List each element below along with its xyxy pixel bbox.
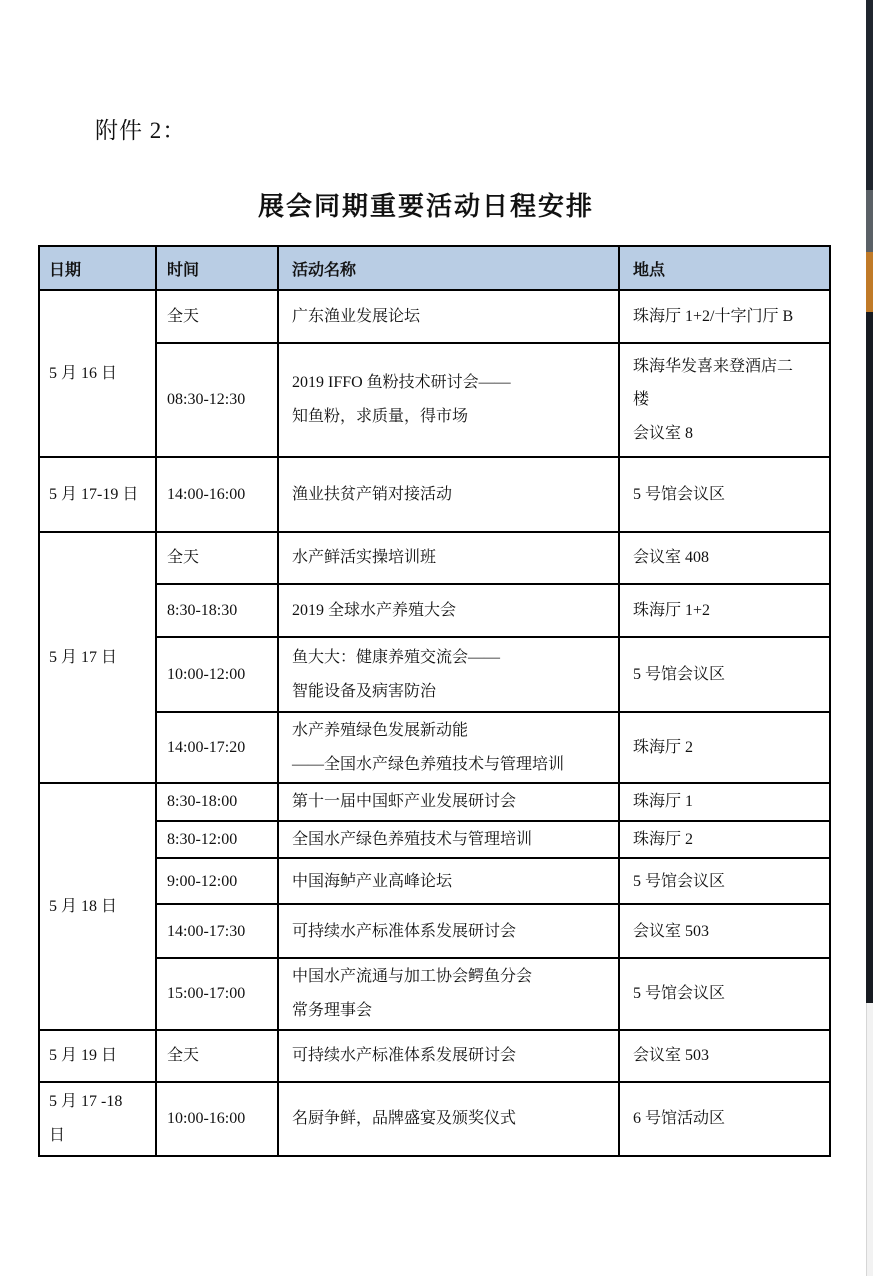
- cell-text-line: 全天: [167, 1046, 200, 1064]
- cell-text-line: 智能设备及病害防治: [292, 682, 437, 700]
- date-cell: [39, 1082, 156, 1156]
- column-header-activity: 活动名称: [278, 246, 619, 290]
- activity-cell: [278, 821, 619, 859]
- time-cell: [156, 1082, 278, 1156]
- cell-text-line: 常务理事会: [292, 1001, 373, 1019]
- time-cell: [156, 858, 278, 904]
- cell-text-line: 中国水产流通与加工协会鳄鱼分会: [292, 968, 533, 986]
- location-cell: [619, 904, 830, 958]
- cell-text-line: 5 月 17-19 日: [49, 485, 139, 503]
- cell-text-line: 珠海厅 1: [633, 793, 694, 811]
- table-row: [39, 637, 830, 712]
- table-row: [39, 904, 830, 958]
- cell-text-line: 8:30-18:30: [167, 601, 238, 619]
- cell-text-line: 会议室 503: [633, 922, 710, 940]
- cell-text-line: 5 号馆会议区: [633, 985, 726, 1003]
- location-cell: [619, 1082, 830, 1156]
- cell-text-line: 5 月 17 -18: [49, 1092, 123, 1110]
- time-cell: [156, 290, 278, 343]
- date-cell: [39, 290, 156, 457]
- cell-text-line: 8:30-12:00: [167, 830, 238, 848]
- location-cell: [619, 343, 830, 457]
- table-row: [39, 821, 830, 859]
- time-cell: [156, 532, 278, 584]
- strip-segment-light: [866, 1003, 873, 1276]
- cell-text-line: 渔业扶贫产销对接活动: [292, 485, 453, 503]
- cell-text-line: 珠海厅 2: [633, 830, 694, 848]
- location-cell: [619, 584, 830, 637]
- cell-text-line: 9:00-12:00: [167, 872, 238, 890]
- table-row: [39, 584, 830, 637]
- location-cell: [619, 290, 830, 343]
- cell-text-line: 可持续水产标准体系发展研讨会: [292, 1046, 517, 1064]
- page-title: 展会同期重要活动日程安排: [257, 192, 594, 221]
- cell-text-line: 8:30-18:00: [167, 793, 238, 811]
- date-cell: [39, 457, 156, 532]
- activity-cell: [278, 783, 619, 821]
- table-header-row: [39, 246, 830, 290]
- cell-text-line: 14:00-17:30: [167, 922, 246, 940]
- time-cell: [156, 457, 278, 532]
- location-cell: [619, 532, 830, 584]
- column-header-date: 日期: [39, 246, 156, 290]
- location-cell: [619, 712, 830, 783]
- location-cell: [619, 821, 830, 859]
- cell-text-line: 可持续水产标准体系发展研讨会: [292, 922, 517, 940]
- cell-text-line: 会议室 503: [633, 1046, 710, 1064]
- time-cell: [156, 783, 278, 821]
- strip-segment-gray: [866, 190, 873, 252]
- cell-text-line: 广东渔业发展论坛: [292, 307, 421, 325]
- cell-text-line: 2019 IFFO 鱼粉技术研讨会——: [292, 374, 511, 392]
- cell-text-line: 日: [49, 1126, 66, 1144]
- table-row: [39, 343, 830, 457]
- cell-text-line: 10:00-12:00: [167, 665, 246, 683]
- activity-cell: [278, 532, 619, 584]
- table-row: [39, 958, 830, 1029]
- activity-cell: [278, 637, 619, 712]
- cell-text-line: 5 月 19 日: [49, 1046, 118, 1064]
- activity-cell: [278, 712, 619, 783]
- location-cell: [619, 637, 830, 712]
- time-cell: [156, 958, 278, 1029]
- cell-text-line: 10:00-16:00: [167, 1109, 246, 1127]
- cell-text-line: 5 月 18 日: [49, 897, 118, 915]
- table-row: [39, 783, 830, 821]
- time-cell: [156, 904, 278, 958]
- cell-text-line: 2019 全球水产养殖大会: [292, 601, 457, 619]
- activity-cell: [278, 1030, 619, 1082]
- table-row: [39, 858, 830, 904]
- activity-cell: [278, 958, 619, 1029]
- schedule-table: [38, 245, 831, 1157]
- cell-text-line: 中国海鲈产业高峰论坛: [292, 872, 453, 890]
- cell-text-line: 5 号馆会议区: [633, 485, 726, 503]
- cell-text-line: 珠海厅 1+2/十字门厅 B: [633, 307, 794, 325]
- background-window-strip: [866, 0, 873, 1276]
- cell-text-line: 5 号馆会议区: [633, 872, 726, 890]
- attachment-label: 附件 2：: [95, 118, 187, 143]
- time-cell: [156, 821, 278, 859]
- time-cell: [156, 584, 278, 637]
- scrollbar-thumb[interactable]: [866, 252, 873, 312]
- cell-text-line: 珠海华发喜来登酒店二: [633, 357, 794, 375]
- location-cell: [619, 457, 830, 532]
- activity-cell: [278, 584, 619, 637]
- activity-cell: [278, 1082, 619, 1156]
- cell-text-line: 水产养殖绿色发展新动能: [292, 722, 469, 739]
- cell-text-line: 鱼大大：健康养殖交流会——: [292, 648, 501, 666]
- cell-text-line: 15:00-17:00: [167, 985, 246, 1003]
- cell-text-line: 14:00-16:00: [167, 485, 246, 503]
- location-cell: [619, 858, 830, 904]
- strip-segment-dark-bottom: [866, 312, 873, 1003]
- time-cell: [156, 637, 278, 712]
- location-cell: [619, 958, 830, 1029]
- cell-text-line: 楼: [633, 391, 650, 409]
- cell-text-line: 08:30-12:30: [167, 391, 246, 409]
- table-row: [39, 1030, 830, 1082]
- table-row: [39, 290, 830, 343]
- strip-segment-dark-top: [866, 0, 873, 190]
- date-cell: [39, 532, 156, 783]
- time-cell: [156, 712, 278, 783]
- activity-cell: [278, 858, 619, 904]
- cell-text-line: 全天: [167, 307, 200, 325]
- activity-cell: [278, 343, 619, 457]
- column-header-time: 时间: [156, 246, 278, 290]
- activity-cell: [278, 904, 619, 958]
- cell-text-line: 珠海厅 1+2: [633, 601, 711, 619]
- cell-text-line: 6 号馆活动区: [633, 1109, 726, 1127]
- column-header-location: 地点: [619, 246, 830, 290]
- date-cell: [39, 1030, 156, 1082]
- cell-text-line: 会议室 408: [633, 549, 710, 567]
- cell-text-line: 5 月 17 日: [49, 648, 118, 666]
- table-row: [39, 1082, 830, 1156]
- table-row: [39, 457, 830, 532]
- cell-text-line: 珠海厅 2: [633, 738, 694, 756]
- time-cell: [156, 343, 278, 457]
- table-row: [39, 532, 830, 584]
- cell-text-line: 第十一届中国虾产业发展研讨会: [292, 793, 517, 811]
- cell-text-line: 全国水产绿色养殖技术与管理培训: [292, 830, 533, 848]
- cell-text-line: 名厨争鲜，品牌盛宴及颁奖仪式: [292, 1109, 517, 1127]
- cell-text-line: 水产鲜活实操培训班: [292, 549, 437, 567]
- time-cell: [156, 1030, 278, 1082]
- cell-text-line: 会议室 8: [633, 424, 694, 442]
- cell-text-line: 全天: [167, 549, 200, 567]
- cell-text-line: 5 号馆会议区: [633, 665, 726, 683]
- cell-text-line: 14:00-17:20: [167, 738, 246, 756]
- cell-text-line: 知鱼粉，求质量，得市场: [292, 408, 469, 425]
- activity-cell: [278, 290, 619, 343]
- cell-text-line: ——全国水产绿色养殖技术与管理培训: [292, 755, 565, 773]
- location-cell: [619, 1030, 830, 1082]
- table-row: [39, 712, 830, 783]
- date-cell: [39, 783, 156, 1029]
- location-cell: [619, 783, 830, 821]
- activity-cell: [278, 457, 619, 532]
- cell-text-line: 5 月 16 日: [49, 364, 118, 382]
